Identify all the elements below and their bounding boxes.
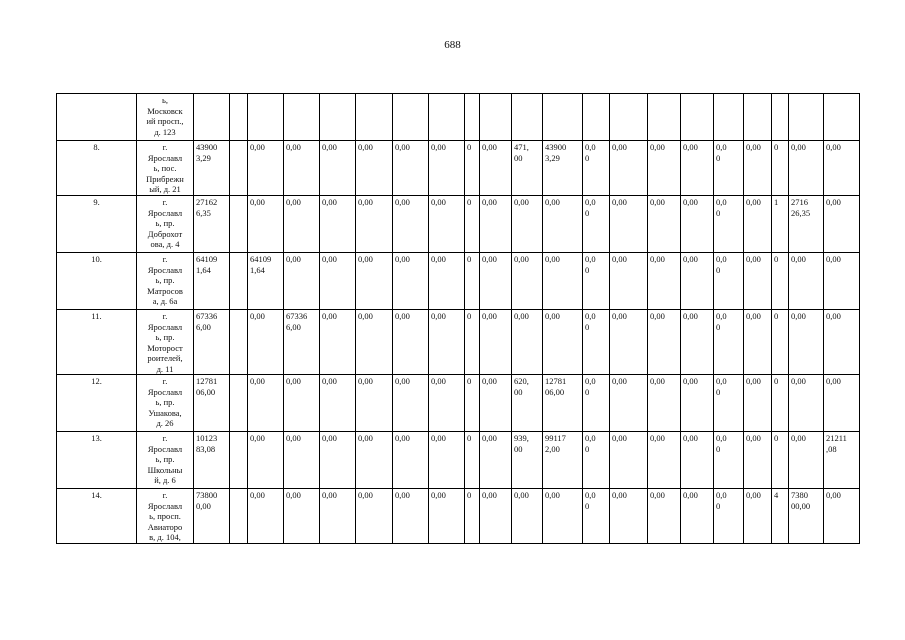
value-cell: 67336 6,00 [284,310,320,375]
value-cell: 0,00 [429,253,465,310]
value-cell: 0,00 [320,196,356,253]
value-cell: 0,00 [320,253,356,310]
value-cell: 0,0 0 [714,432,744,489]
value-cell: 0,00 [356,253,393,310]
value-cell: 0,0 0 [714,489,744,544]
table-row [57,94,860,141]
value-cell: 0,00 [393,489,429,544]
value-cell: 0,00 [512,489,543,544]
row-number-cell: 10. [57,253,137,310]
address-cell: г. Ярославл ь, пос. Прибрежн ый, д. 21 [137,141,194,196]
value-cell: 0 [465,489,480,544]
value-cell: 0,00 [320,141,356,196]
value-cell: 0,00 [543,310,583,375]
value-cell: 0,0 0 [583,310,610,375]
row-number-cell: 8. [57,141,137,196]
value-cell: 0,00 [744,141,772,196]
address-cell: ь, Московск ий просп., д. 123 [137,94,194,141]
value-cell: 0,00 [824,310,860,375]
value-cell: 0,00 [393,432,429,489]
value-cell [230,432,248,489]
value-cell [744,94,772,141]
table-row [57,253,860,310]
value-cell: 0,0 0 [583,375,610,432]
value-cell: 64109 1,64 [248,253,284,310]
value-cell [648,94,681,141]
value-cell: 0,00 [610,489,648,544]
value-cell: 0,00 [393,375,429,432]
register-table [56,93,860,544]
value-cell: 0,00 [681,310,714,375]
value-cell: 0,00 [429,141,465,196]
value-cell: 0 [772,141,789,196]
value-cell: 0,00 [284,141,320,196]
value-cell: 0,00 [320,310,356,375]
value-cell: 0,00 [744,375,772,432]
value-cell: 0,00 [824,141,860,196]
table-row [57,489,860,544]
value-cell: 1 [772,196,789,253]
address-cell: г. Ярославл ь, пр. Моторост роителей, д. 11 [137,310,194,375]
value-cell: 0,00 [248,196,284,253]
value-cell: 0,00 [824,253,860,310]
value-cell [543,94,583,141]
value-cell: 0,0 0 [583,432,610,489]
value-cell: 0,00 [681,432,714,489]
value-cell: 0 [772,375,789,432]
address-cell: г. Ярославл ь, пр. Школьны й, д. 6 [137,432,194,489]
value-cell: 0,00 [648,489,681,544]
value-cell [248,94,284,141]
value-cell [230,375,248,432]
value-cell: 0,0 0 [714,310,744,375]
value-cell: 471, 00 [512,141,543,196]
value-cell: 0,00 [610,375,648,432]
value-cell: 0,00 [681,196,714,253]
table-row [57,432,860,489]
table-row [57,141,860,196]
value-cell: 4 [772,489,789,544]
value-cell: 0,00 [610,141,648,196]
value-cell: 0,00 [480,489,512,544]
value-cell: 0,00 [744,253,772,310]
value-cell: 0,00 [356,489,393,544]
value-cell: 7380 00,00 [789,489,824,544]
value-cell: 27162 6,35 [194,196,230,253]
value-cell: 2716 26,35 [789,196,824,253]
value-cell: 0,00 [744,432,772,489]
row-number-cell: 12. [57,375,137,432]
page-number: 688 [444,39,461,51]
value-cell: 0 [465,310,480,375]
table-row [57,196,860,253]
value-cell: 43900 3,29 [543,141,583,196]
value-cell: 0,00 [284,196,320,253]
value-cell: 939, 00 [512,432,543,489]
value-cell: 0,00 [543,489,583,544]
value-cell: 0,0 0 [714,141,744,196]
value-cell [429,94,465,141]
value-cell [465,94,480,141]
value-cell: 0 [772,253,789,310]
value-cell: 0,00 [789,310,824,375]
value-cell [230,94,248,141]
row-number-cell: 9. [57,196,137,253]
address-cell: г. Ярославл ь, пр. Ушакова, д. 26 [137,375,194,432]
value-cell: 12781 06,00 [194,375,230,432]
value-cell: 0 [465,375,480,432]
row-number-cell: 13. [57,432,137,489]
value-cell: 0,00 [320,432,356,489]
value-cell: 0,00 [789,375,824,432]
value-cell: 0 [465,141,480,196]
value-cell: 0 [465,432,480,489]
value-cell: 0,00 [320,375,356,432]
value-cell: 620, 00 [512,375,543,432]
value-cell: 0,00 [356,196,393,253]
value-cell: 0,00 [681,141,714,196]
value-cell: 0,0 0 [583,141,610,196]
value-cell: 0,00 [610,432,648,489]
value-cell [772,94,789,141]
value-cell: 0,00 [356,310,393,375]
address-cell: г. Ярославл ь, пр. Матросов а, д. 6а [137,253,194,310]
value-cell: 0,00 [648,432,681,489]
value-cell [194,94,230,141]
value-cell: 0,00 [393,253,429,310]
value-cell: 0,00 [248,432,284,489]
address-cell: г. Ярославл ь, просп. Авиаторо в, д. 104, [137,489,194,544]
value-cell [230,253,248,310]
value-cell [284,94,320,141]
value-cell: 21211 ,08 [824,432,860,489]
value-cell: 12781 06,00 [543,375,583,432]
value-cell [320,94,356,141]
value-cell [230,489,248,544]
value-cell: 0,00 [512,310,543,375]
value-cell: 0,00 [356,432,393,489]
value-cell [480,94,512,141]
value-cell: 0,00 [648,253,681,310]
value-cell: 0,00 [681,489,714,544]
value-cell: 64109 1,64 [194,253,230,310]
row-number-cell [57,94,137,141]
value-cell: 0,00 [648,375,681,432]
value-cell: 0,00 [480,310,512,375]
value-cell: 0 [465,253,480,310]
value-cell [230,310,248,375]
value-cell: 0,00 [393,141,429,196]
value-cell: 0,00 [393,196,429,253]
value-cell: 73800 0,00 [194,489,230,544]
value-cell: 0,00 [824,375,860,432]
value-cell: 0,00 [824,196,860,253]
value-cell: 0,00 [320,489,356,544]
value-cell: 0,0 0 [583,489,610,544]
value-cell: 0,00 [681,375,714,432]
value-cell [230,141,248,196]
value-cell: 0,00 [681,253,714,310]
value-cell: 0,00 [284,253,320,310]
value-cell: 0,00 [789,253,824,310]
value-cell: 67336 6,00 [194,310,230,375]
row-number-cell: 11. [57,310,137,375]
value-cell: 0 [772,310,789,375]
value-cell [583,94,610,141]
value-cell: 0,00 [543,253,583,310]
row-number-cell: 14. [57,489,137,544]
value-cell: 0,00 [284,432,320,489]
value-cell: 0,00 [248,310,284,375]
value-cell: 0,00 [356,141,393,196]
value-cell: 0,0 0 [714,253,744,310]
table-row [57,375,860,432]
value-cell: 0,0 0 [583,253,610,310]
value-cell [230,196,248,253]
value-cell: 0,00 [610,310,648,375]
address-cell: г. Ярославл ь, пр. Доброхот ова, д. 4 [137,196,194,253]
value-cell: 0,0 0 [714,196,744,253]
value-cell: 0,00 [248,141,284,196]
value-cell: 0,00 [248,375,284,432]
value-cell: 0,00 [248,489,284,544]
value-cell [789,94,824,141]
value-cell: 0,00 [610,253,648,310]
value-cell: 0,00 [284,489,320,544]
table-row [57,310,860,375]
value-cell [824,94,860,141]
value-cell: 0,00 [429,196,465,253]
value-cell: 0,00 [824,489,860,544]
value-cell: 0,0 0 [583,196,610,253]
value-cell: 0,00 [393,310,429,375]
value-cell: 0,00 [429,489,465,544]
value-cell [512,94,543,141]
value-cell: 0,00 [648,141,681,196]
value-cell: 43900 3,29 [194,141,230,196]
value-cell [393,94,429,141]
value-cell: 99117 2,00 [543,432,583,489]
value-cell: 0,00 [429,432,465,489]
value-cell [714,94,744,141]
value-cell: 0,00 [744,196,772,253]
value-cell: 0 [772,432,789,489]
value-cell: 0,00 [512,253,543,310]
value-cell: 10123 83,08 [194,432,230,489]
value-cell: 0,0 0 [714,375,744,432]
value-cell: 0,00 [356,375,393,432]
value-cell: 0,00 [480,375,512,432]
value-cell: 0,00 [284,375,320,432]
value-cell: 0,00 [480,432,512,489]
value-cell: 0,00 [480,141,512,196]
value-cell: 0,00 [744,489,772,544]
value-cell [681,94,714,141]
value-cell: 0,00 [429,310,465,375]
value-cell: 0,00 [543,196,583,253]
value-cell [610,94,648,141]
value-cell: 0,00 [480,196,512,253]
value-cell: 0,00 [512,196,543,253]
value-cell: 0,00 [744,310,772,375]
value-cell: 0 [465,196,480,253]
value-cell: 0,00 [429,375,465,432]
value-cell: 0,00 [789,432,824,489]
value-cell [356,94,393,141]
value-cell: 0,00 [648,196,681,253]
value-cell: 0,00 [789,141,824,196]
value-cell: 0,00 [480,253,512,310]
value-cell: 0,00 [648,310,681,375]
value-cell: 0,00 [610,196,648,253]
